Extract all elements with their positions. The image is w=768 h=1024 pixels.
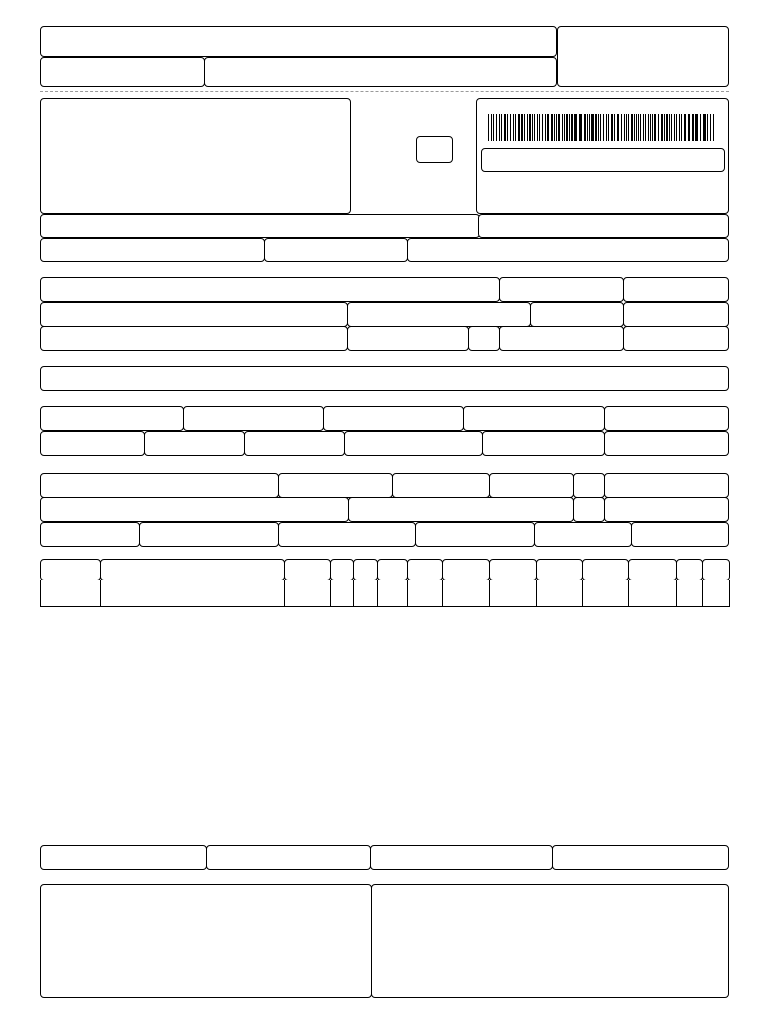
table-header-cell (676, 559, 703, 581)
recipient-field-f[interactable] (623, 302, 729, 327)
table-cell[interactable] (407, 580, 443, 607)
barcode-bar (571, 114, 573, 141)
table-cell[interactable] (628, 580, 677, 607)
table-cell[interactable] (40, 580, 101, 607)
barcode-bar (648, 114, 649, 141)
shipment-field-7[interactable] (40, 497, 349, 522)
country-field[interactable] (407, 238, 729, 262)
address-line-field[interactable] (40, 214, 480, 238)
barcode-bar (527, 114, 528, 141)
recipient-field-d[interactable] (347, 302, 531, 327)
barcode-bar (671, 114, 672, 141)
barcode-bar (654, 114, 656, 141)
table-header-cell (582, 559, 629, 581)
barcode-bar (700, 114, 701, 141)
barcode-bar (626, 114, 627, 141)
header-title-field[interactable] (40, 26, 557, 57)
barcode-bar (513, 114, 514, 141)
barcode-bar (532, 114, 533, 141)
barcode-bar (669, 114, 670, 141)
barcode-bar (562, 114, 563, 141)
barcode-bar (591, 114, 594, 141)
shipment-field-10[interactable] (604, 497, 729, 522)
cut-line (40, 91, 729, 92)
table-cell[interactable] (702, 580, 730, 607)
barcode-bar (579, 114, 582, 141)
barcode-bar (587, 114, 588, 141)
barcode-bar (640, 114, 641, 141)
barcode-bar (595, 114, 597, 141)
table-header-cell (330, 559, 354, 581)
barcode-bar (681, 114, 682, 141)
shipment-field-4[interactable] (489, 473, 574, 498)
barcode-bar (710, 114, 711, 141)
barcode-icon (488, 114, 716, 141)
barcode-bar (547, 114, 549, 141)
table-header-cell (407, 559, 443, 581)
barcode-bar (631, 114, 633, 141)
barcode-bar (556, 114, 557, 141)
barcode-bar (692, 114, 694, 141)
barcode-bar (524, 114, 525, 141)
table-cell[interactable] (676, 580, 703, 607)
table-header-cell (284, 559, 331, 581)
table-header-cell (377, 559, 408, 581)
barcode-bar (539, 114, 540, 141)
table-header-cell (489, 559, 537, 581)
barcode-bar (499, 114, 500, 141)
recipient-field-j[interactable] (623, 326, 729, 351)
header-ref-field-1[interactable] (40, 57, 205, 87)
detail-field-7[interactable] (144, 431, 245, 456)
detail-field-11[interactable] (604, 431, 729, 456)
barcode-bar (603, 114, 604, 141)
shipment-field-12[interactable] (139, 522, 279, 547)
detail-field-10[interactable] (482, 431, 605, 456)
barcode-bar (493, 114, 494, 141)
city-field[interactable] (40, 238, 265, 262)
barcode-bar (636, 114, 637, 141)
table-cell[interactable] (284, 580, 331, 607)
recipient-city-field[interactable] (40, 326, 348, 351)
barcode-bar (688, 114, 690, 141)
barcode-bar (606, 114, 607, 141)
shipment-field-16[interactable] (631, 522, 729, 547)
barcode-bar (491, 114, 492, 141)
description-field[interactable] (40, 366, 729, 391)
table-cell[interactable] (442, 580, 490, 607)
barcode-bar (611, 114, 613, 141)
barcode-bar (542, 114, 543, 141)
shipment-field-13[interactable] (278, 522, 416, 547)
barcode-bar (529, 114, 531, 141)
barcode-bar (707, 114, 708, 141)
shipment-field-5[interactable] (573, 473, 605, 498)
recipient-field-e[interactable] (530, 302, 624, 327)
detail-field-2[interactable] (183, 406, 324, 431)
address-box[interactable] (40, 98, 351, 214)
barcode-bar (608, 114, 609, 141)
barcode-bar (551, 114, 553, 141)
barcode-bar (703, 114, 706, 141)
barcode-bar (488, 114, 489, 141)
detail-field-9[interactable] (344, 431, 483, 456)
shipment-field-9[interactable] (573, 497, 605, 522)
table-header-cell (702, 559, 730, 581)
shipment-field-2[interactable] (278, 473, 393, 498)
barcode-bar (676, 114, 677, 141)
barcode-bar (634, 114, 635, 141)
barcode-bar (545, 114, 546, 141)
barcode-bar (695, 114, 698, 141)
barcode-bar (558, 114, 560, 141)
detail-field-6[interactable] (40, 431, 145, 456)
shipment-field-14[interactable] (415, 522, 535, 547)
barcode-bar (713, 114, 714, 141)
postcode-field[interactable] (264, 238, 408, 262)
barcode-bar (628, 114, 629, 141)
barcode-bar (515, 114, 516, 141)
address-line-field-right[interactable] (478, 214, 729, 238)
barcode-bar (666, 114, 668, 141)
footer-field-1[interactable] (40, 845, 207, 870)
table-header-cell (100, 559, 285, 581)
recipient-name-field[interactable] (40, 277, 500, 302)
table-header-cell (40, 559, 101, 581)
recipient-field-h[interactable] (468, 326, 500, 351)
shipment-field-11[interactable] (40, 522, 140, 547)
recipient-field-i[interactable] (499, 326, 624, 351)
barcode-bar (624, 114, 625, 141)
table-cell[interactable] (489, 580, 537, 607)
barcode-bar (584, 114, 586, 141)
barcode-bar (518, 114, 520, 141)
barcode-bar (564, 114, 565, 141)
barcode-bar (614, 114, 615, 141)
barcode-bar (617, 114, 619, 141)
recipient-field-g[interactable] (347, 326, 469, 351)
table-header-cell (628, 559, 677, 581)
barcode-bar (679, 114, 680, 141)
barcode-bar (674, 114, 675, 141)
barcode-bar (507, 114, 508, 141)
shipment-field-15[interactable] (534, 522, 632, 547)
footer-field-2[interactable] (206, 845, 371, 870)
barcode-bar (589, 114, 590, 141)
shipment-field-1[interactable] (40, 473, 279, 498)
barcode-bar (664, 114, 665, 141)
barcode-bar (621, 114, 622, 141)
detail-field-8[interactable] (244, 431, 345, 456)
barcode-bar (566, 114, 568, 141)
detail-field-5[interactable] (604, 406, 729, 431)
barcode-bar (598, 114, 599, 141)
barcode-bar (574, 114, 577, 141)
shipment-field-8[interactable] (348, 497, 574, 522)
signature-box-sender[interactable] (40, 884, 372, 998)
footer-field-3[interactable] (370, 845, 553, 870)
barcode-bar (658, 114, 659, 141)
detail-field-1[interactable] (40, 406, 184, 431)
signature-box-receiver[interactable] (371, 884, 729, 998)
barcode-bar (534, 114, 535, 141)
shipment-field-6[interactable] (604, 473, 729, 498)
table-header-cell (353, 559, 378, 581)
barcode-bar (643, 114, 644, 141)
barcode-bar (496, 114, 497, 141)
service-code-box (416, 136, 453, 163)
recipient-field-c[interactable] (623, 277, 729, 302)
barcode-bar (521, 114, 523, 141)
table-header-cell (536, 559, 583, 581)
barcode-bar (554, 114, 555, 141)
barcode-bar (684, 114, 686, 141)
table-cell[interactable] (100, 580, 285, 607)
barcode-bar (569, 114, 570, 141)
table-cell[interactable] (377, 580, 408, 607)
table-cell[interactable] (536, 580, 583, 607)
table-cell[interactable] (582, 580, 629, 607)
detail-field-4[interactable] (463, 406, 605, 431)
barcode-bar (600, 114, 601, 141)
header-ref-field-2[interactable] (204, 57, 557, 87)
shipment-field-3[interactable] (392, 473, 490, 498)
barcode-bar (510, 114, 511, 141)
barcode-bar (537, 114, 538, 141)
barcode-bar (650, 114, 651, 141)
table-cell[interactable] (353, 580, 378, 607)
table-cell[interactable] (330, 580, 354, 607)
barcode-bar (661, 114, 663, 141)
header-logo-box (557, 26, 729, 87)
barcode-bar (645, 114, 646, 141)
barcode-bar (501, 114, 502, 141)
barcode-bar (652, 114, 653, 141)
detail-field-3[interactable] (323, 406, 464, 431)
tracking-number-field (481, 148, 725, 172)
table-header-cell (442, 559, 490, 581)
recipient-field-b[interactable] (499, 277, 624, 302)
footer-field-4[interactable] (552, 845, 729, 870)
recipient-address-field[interactable] (40, 302, 348, 327)
barcode-bar (638, 114, 639, 141)
barcode-bar (504, 114, 506, 141)
